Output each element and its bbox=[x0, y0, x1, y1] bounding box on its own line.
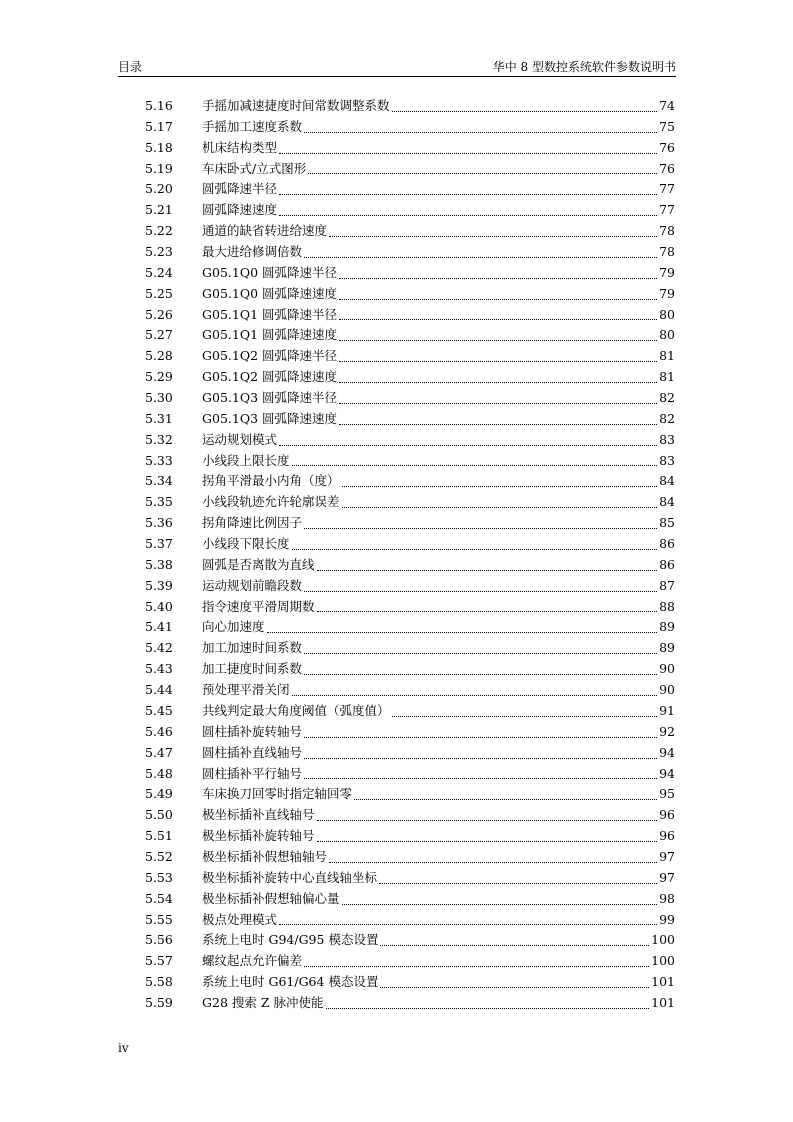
toc-dot-leader bbox=[354, 784, 657, 800]
toc-dot-leader bbox=[326, 993, 650, 1009]
toc-entry[interactable] bbox=[145, 764, 675, 785]
toc-entry[interactable] bbox=[145, 200, 675, 221]
toc-entry-page: 82 bbox=[659, 410, 675, 426]
toc-entry-number: 5.36 bbox=[145, 515, 173, 531]
toc-entry-number: 5.28 bbox=[145, 348, 173, 364]
toc-entry-title: 机床结构类型 bbox=[202, 139, 278, 155]
toc-dot-leader bbox=[292, 534, 658, 550]
toc-entry-title: 车床换刀回零时指定轴回零 bbox=[202, 786, 353, 802]
toc-entry-title: G05.1Q1 圆弧降速速度 bbox=[202, 327, 337, 343]
header-section-label: 目录 bbox=[118, 60, 143, 74]
toc-entry[interactable] bbox=[145, 555, 675, 576]
toc-entry[interactable] bbox=[145, 159, 675, 180]
toc-entry-body bbox=[202, 722, 675, 743]
toc-entry[interactable] bbox=[145, 889, 675, 910]
toc-entry-number: 5.43 bbox=[145, 661, 173, 677]
toc-entry-title: 系统上电时 G94/G95 模态设置 bbox=[202, 932, 379, 948]
toc-entry-body bbox=[202, 388, 675, 409]
toc-entry-body bbox=[202, 451, 675, 472]
toc-entry[interactable] bbox=[145, 597, 675, 618]
toc-entry-body bbox=[202, 200, 675, 221]
toc-entry[interactable] bbox=[145, 179, 675, 200]
toc-entry-page: 78 bbox=[659, 244, 675, 260]
toc-entry-page: 80 bbox=[659, 306, 675, 322]
toc-entry-title: 拐角平滑最小内角（度） bbox=[202, 473, 340, 489]
toc-entry-number: 5.24 bbox=[145, 264, 173, 280]
toc-entry-number: 5.35 bbox=[145, 494, 173, 510]
toc-entry-title: 圆弧降速半径 bbox=[202, 181, 278, 197]
toc-entry[interactable] bbox=[145, 576, 675, 597]
toc-dot-leader bbox=[317, 805, 658, 821]
toc-entry-number: 5.54 bbox=[145, 890, 173, 906]
toc-entry-body bbox=[202, 764, 675, 785]
toc-dot-leader bbox=[317, 597, 658, 613]
toc-dot-leader bbox=[329, 221, 657, 237]
toc-entry[interactable] bbox=[145, 221, 675, 242]
toc-entry-page: 89 bbox=[659, 619, 675, 635]
toc-entry[interactable] bbox=[145, 138, 675, 159]
toc-entry-page: 100 bbox=[651, 953, 675, 969]
toc-entry-title: 圆柱插补平行轴号 bbox=[202, 765, 303, 781]
toc-entry-page: 74 bbox=[659, 98, 675, 113]
toc-dot-leader bbox=[304, 743, 657, 759]
toc-entry[interactable] bbox=[145, 972, 675, 993]
toc-entry-body bbox=[202, 179, 675, 200]
toc-entry-body bbox=[202, 346, 675, 367]
toc-entry-body bbox=[202, 993, 675, 1014]
toc-entry-number: 5.26 bbox=[145, 306, 173, 322]
toc-entry-page: 101 bbox=[651, 974, 675, 990]
toc-entry-page: 77 bbox=[659, 202, 675, 218]
toc-entry-body bbox=[202, 972, 675, 993]
toc-entry[interactable] bbox=[145, 868, 675, 889]
toc-dot-leader bbox=[304, 117, 657, 133]
toc-entry-number: 5.46 bbox=[145, 723, 173, 739]
toc-entry-title: 小线段上限长度 bbox=[202, 452, 290, 468]
toc-entry-title: 极坐标插补旋转轴号 bbox=[202, 828, 315, 844]
toc-entry-page: 88 bbox=[659, 598, 675, 614]
toc-entry-title: 系统上电时 G61/G64 模态设置 bbox=[202, 974, 379, 990]
toc-entry-number: 5.21 bbox=[145, 202, 173, 218]
toc-entry-page: 91 bbox=[659, 702, 675, 718]
toc-entry-title: 运动规划模式 bbox=[202, 431, 278, 447]
toc-dot-leader bbox=[380, 972, 649, 988]
toc-entry-title: 小线段下限长度 bbox=[202, 536, 290, 552]
toc-dot-leader bbox=[279, 430, 657, 446]
toc-entry-page: 76 bbox=[659, 139, 675, 155]
toc-entry-title: 运动规划前瞻段数 bbox=[202, 577, 303, 593]
toc-entry-title: 圆柱插补旋转轴号 bbox=[202, 723, 303, 739]
toc-entry-page: 101 bbox=[651, 994, 675, 1010]
toc-entry-body bbox=[202, 409, 675, 430]
toc-entry-title: 手摇加减速捷度时间常数调整系数 bbox=[202, 98, 390, 113]
page-number: iv bbox=[118, 1041, 129, 1055]
toc-entry-body bbox=[202, 659, 675, 680]
toc-entry-body bbox=[202, 513, 675, 534]
toc-entry-number: 5.29 bbox=[145, 369, 173, 385]
toc-entry-number: 5.20 bbox=[145, 181, 173, 197]
page-header bbox=[118, 56, 676, 77]
toc-entry-title: 拐角降速比例因子 bbox=[202, 515, 303, 531]
toc-entry-body bbox=[202, 930, 675, 951]
toc-entry[interactable] bbox=[145, 492, 675, 513]
toc-dot-leader bbox=[304, 638, 657, 654]
toc-entry[interactable] bbox=[145, 96, 675, 117]
toc-entry[interactable] bbox=[145, 471, 675, 492]
toc-entry-body bbox=[202, 576, 675, 597]
toc-entry-body bbox=[202, 805, 675, 826]
toc-entry-number: 5.30 bbox=[145, 390, 173, 406]
toc-dot-leader bbox=[339, 346, 657, 362]
toc-entry-number: 5.40 bbox=[145, 598, 173, 614]
toc-entry-page: 94 bbox=[659, 765, 675, 781]
toc-entry-number: 5.52 bbox=[145, 848, 173, 864]
toc-entry-page: 97 bbox=[659, 869, 675, 885]
toc-entry-page: 75 bbox=[659, 118, 675, 134]
toc-entry-page: 85 bbox=[659, 515, 675, 531]
toc-dot-leader bbox=[317, 826, 658, 842]
toc-entry-page: 79 bbox=[659, 264, 675, 280]
toc-entry-body bbox=[202, 263, 675, 284]
toc-entry-title: G05.1Q2 圆弧降速速度 bbox=[202, 369, 337, 385]
toc-entry-page: 100 bbox=[651, 932, 675, 948]
toc-dot-leader bbox=[292, 451, 658, 467]
toc-entry-title: 共线判定最大角度阈值（弧度值） bbox=[202, 702, 390, 718]
toc-dot-leader bbox=[304, 659, 657, 675]
toc-entry[interactable] bbox=[145, 284, 675, 305]
toc-entry-number: 5.31 bbox=[145, 410, 173, 426]
toc-entry-body bbox=[202, 597, 675, 618]
toc-entry-page: 92 bbox=[659, 723, 675, 739]
toc-entry-body bbox=[202, 138, 675, 159]
toc-entry-title: 通道的缺省转进给速度 bbox=[202, 223, 328, 239]
toc-dot-leader bbox=[304, 576, 657, 592]
toc-entry-page: 84 bbox=[659, 473, 675, 489]
toc-entry-body bbox=[202, 221, 675, 242]
toc-entry-number: 5.48 bbox=[145, 765, 173, 781]
toc-entry-title: 极坐标插补旋转中心直线轴坐标 bbox=[202, 869, 378, 885]
toc-entry-page: 94 bbox=[659, 744, 675, 760]
toc-entry-title: 圆弧是否离散为直线 bbox=[202, 556, 315, 572]
toc-entry-body bbox=[202, 471, 675, 492]
toc-entry[interactable] bbox=[145, 784, 675, 805]
toc-entry-number: 5.23 bbox=[145, 244, 173, 260]
toc-entry-page: 76 bbox=[659, 160, 675, 176]
toc-entry-page: 86 bbox=[659, 536, 675, 552]
toc-entry-number: 5.47 bbox=[145, 744, 173, 760]
toc-entry-body bbox=[202, 868, 675, 889]
toc-entry-body bbox=[202, 430, 675, 451]
toc-entry[interactable] bbox=[145, 430, 675, 451]
toc-entry-number: 5.49 bbox=[145, 786, 173, 802]
toc-entry-page: 81 bbox=[659, 369, 675, 385]
toc-dot-leader bbox=[339, 305, 657, 321]
toc-entry-page: 96 bbox=[659, 807, 675, 823]
toc-entry-page: 87 bbox=[659, 577, 675, 593]
toc-entry-body bbox=[202, 242, 675, 263]
toc-entry-body bbox=[202, 784, 675, 805]
toc-entry-body bbox=[202, 555, 675, 576]
toc-dot-leader bbox=[304, 951, 649, 967]
toc-entry-body bbox=[202, 701, 675, 722]
toc-entry-number: 5.53 bbox=[145, 869, 173, 885]
toc-dot-leader bbox=[317, 555, 658, 571]
toc-entry-title: 车床卧式/立式图形 bbox=[202, 160, 307, 176]
toc-entry-number: 5.25 bbox=[145, 285, 173, 301]
toc-entry-page: 99 bbox=[659, 911, 675, 927]
header-document-title: 华中 8 型数控系统软件参数说明书 bbox=[492, 60, 676, 74]
toc-dot-leader bbox=[279, 200, 657, 216]
toc-entry[interactable] bbox=[145, 680, 675, 701]
toc-dot-leader bbox=[380, 930, 649, 946]
toc-entry-title: G05.1Q3 圆弧降速速度 bbox=[202, 410, 337, 426]
toc-entry-title: 加工捷度时间系数 bbox=[202, 661, 303, 677]
toc-entry-body bbox=[202, 492, 675, 513]
toc-entry-body bbox=[202, 284, 675, 305]
toc-entry[interactable] bbox=[145, 701, 675, 722]
toc-dot-leader bbox=[339, 325, 657, 341]
toc-entry-page: 98 bbox=[659, 890, 675, 906]
toc-entry-title: 加工加速时间系数 bbox=[202, 640, 303, 656]
toc-entry[interactable] bbox=[145, 617, 675, 638]
toc-entry-title: 圆柱插补直线轴号 bbox=[202, 744, 303, 760]
toc-entry[interactable] bbox=[145, 242, 675, 263]
toc-entry-number: 5.17 bbox=[145, 118, 173, 134]
toc-entry-page: 95 bbox=[659, 786, 675, 802]
toc-entry[interactable] bbox=[145, 451, 675, 472]
toc-dot-leader bbox=[279, 910, 657, 926]
toc-dot-leader bbox=[304, 513, 657, 529]
toc-entry-number: 5.41 bbox=[145, 619, 173, 635]
toc-entry-page: 97 bbox=[659, 848, 675, 864]
toc-dot-leader bbox=[339, 388, 657, 404]
toc-entry-page: 77 bbox=[659, 181, 675, 197]
toc-entry[interactable] bbox=[145, 367, 675, 388]
toc-entry-page: 86 bbox=[659, 556, 675, 572]
toc-entry[interactable] bbox=[145, 910, 675, 931]
toc-entry[interactable] bbox=[145, 388, 675, 409]
toc-entry-title: G05.1Q0 圆弧降速速度 bbox=[202, 285, 337, 301]
toc-entry-page: 80 bbox=[659, 327, 675, 343]
toc-dot-leader bbox=[304, 764, 657, 780]
toc-dot-leader bbox=[279, 138, 657, 154]
toc-entry-page: 84 bbox=[659, 494, 675, 510]
toc-entry-body bbox=[202, 117, 675, 138]
toc-entry-number: 5.22 bbox=[145, 223, 173, 239]
toc-entry-page: 78 bbox=[659, 223, 675, 239]
toc-entry-title: G05.1Q3 圆弧降速半径 bbox=[202, 390, 337, 406]
toc-entry-page: 81 bbox=[659, 348, 675, 364]
toc-entry-body bbox=[202, 910, 675, 931]
toc-entry-body bbox=[202, 96, 675, 117]
toc-entry[interactable] bbox=[145, 534, 675, 555]
toc-entry-number: 5.19 bbox=[145, 160, 173, 176]
toc-entry-number: 5.27 bbox=[145, 327, 173, 343]
toc-entry-number: 5.51 bbox=[145, 828, 173, 844]
toc-entry[interactable] bbox=[145, 638, 675, 659]
toc-entry-number: 5.33 bbox=[145, 452, 173, 468]
toc-entry-title: 向心加速度 bbox=[202, 619, 265, 635]
toc-entry-page: 89 bbox=[659, 640, 675, 656]
toc-entry-body bbox=[202, 951, 675, 972]
toc-entry-number: 5.38 bbox=[145, 556, 173, 572]
toc-dot-leader bbox=[304, 242, 657, 258]
toc-dot-leader bbox=[342, 889, 658, 905]
toc-entry-number: 5.57 bbox=[145, 953, 173, 969]
toc-entry-title: G05.1Q0 圆弧降速半径 bbox=[202, 264, 337, 280]
toc-entry[interactable] bbox=[145, 513, 675, 534]
toc-entry[interactable] bbox=[145, 951, 675, 972]
toc-entry-number: 5.37 bbox=[145, 536, 173, 552]
toc-entry-body bbox=[202, 325, 675, 346]
toc-entry-number: 5.50 bbox=[145, 807, 173, 823]
toc-entry[interactable] bbox=[145, 346, 675, 367]
toc-entry-page: 79 bbox=[659, 285, 675, 301]
toc-entry-number: 5.39 bbox=[145, 577, 173, 593]
toc-entry-number: 5.32 bbox=[145, 431, 173, 447]
toc-dot-leader bbox=[392, 701, 658, 717]
toc-entry-body bbox=[202, 826, 675, 847]
toc-entry-title: 最大进给修调倍数 bbox=[202, 244, 303, 260]
toc-entry[interactable] bbox=[145, 930, 675, 951]
toc-entry-title: 指令速度平滑周期数 bbox=[202, 598, 315, 614]
toc-entry-page: 82 bbox=[659, 390, 675, 406]
toc-entry-title: 螺纹起点允许偏差 bbox=[202, 953, 303, 969]
toc-dot-leader bbox=[339, 263, 657, 279]
toc-entry[interactable] bbox=[145, 409, 675, 430]
toc-entry-body bbox=[202, 638, 675, 659]
toc-entry-body bbox=[202, 617, 675, 638]
toc-entry[interactable] bbox=[145, 117, 675, 138]
toc-entry-page: 96 bbox=[659, 828, 675, 844]
toc-entry[interactable] bbox=[145, 847, 675, 868]
toc-entry-number: 5.56 bbox=[145, 932, 173, 948]
table-of-contents bbox=[145, 96, 675, 1014]
toc-entry-body bbox=[202, 534, 675, 555]
toc-entry-body bbox=[202, 367, 675, 388]
toc-entry-body bbox=[202, 159, 675, 180]
toc-entry-page: 90 bbox=[659, 682, 675, 698]
toc-dot-leader bbox=[339, 284, 657, 300]
toc-entry[interactable] bbox=[145, 659, 675, 680]
toc-entry[interactable] bbox=[145, 263, 675, 284]
toc-entry-number: 5.55 bbox=[145, 911, 173, 927]
toc-dot-leader bbox=[329, 847, 657, 863]
toc-entry-body bbox=[202, 680, 675, 701]
toc-entry[interactable] bbox=[145, 722, 675, 743]
toc-entry-body bbox=[202, 743, 675, 764]
toc-entry-body bbox=[202, 847, 675, 868]
toc-entry-number: 5.59 bbox=[145, 994, 173, 1010]
toc-entry-title: 极点处理模式 bbox=[202, 911, 278, 927]
toc-entry-title: 圆弧降速速度 bbox=[202, 202, 278, 218]
toc-entry-page: 90 bbox=[659, 661, 675, 677]
toc-entry[interactable] bbox=[145, 805, 675, 826]
toc-dot-leader bbox=[379, 868, 657, 884]
toc-entry-number: 5.16 bbox=[145, 98, 173, 113]
toc-dot-leader bbox=[339, 409, 657, 425]
toc-dot-leader bbox=[308, 159, 657, 175]
toc-entry-title: G28 搜索 Z 脉冲使能 bbox=[202, 994, 324, 1010]
toc-entry-title: 预处理平滑关闭 bbox=[202, 682, 290, 698]
toc-entry[interactable] bbox=[145, 993, 675, 1014]
toc-dot-leader bbox=[304, 722, 657, 738]
toc-entry-number: 5.44 bbox=[145, 682, 173, 698]
toc-entry-title: 手摇加工速度系数 bbox=[202, 118, 303, 134]
toc-entry-page: 83 bbox=[659, 431, 675, 447]
toc-entry-number: 5.42 bbox=[145, 640, 173, 656]
toc-dot-leader bbox=[292, 680, 658, 696]
toc-entry-page: 83 bbox=[659, 452, 675, 468]
toc-dot-leader bbox=[342, 471, 658, 487]
toc-entry[interactable] bbox=[145, 325, 675, 346]
toc-entry-number: 5.34 bbox=[145, 473, 173, 489]
toc-dot-leader bbox=[339, 367, 657, 383]
toc-entry-title: G05.1Q1 圆弧降速半径 bbox=[202, 306, 337, 322]
toc-dot-leader bbox=[342, 492, 658, 508]
toc-entry[interactable] bbox=[145, 305, 675, 326]
toc-entry-title: G05.1Q2 圆弧降速半径 bbox=[202, 348, 337, 364]
toc-entry-title: 极坐标插补假想轴偏心量 bbox=[202, 890, 340, 906]
toc-dot-leader bbox=[279, 179, 657, 195]
toc-entry-title: 小线段轨迹允许轮廓误差 bbox=[202, 494, 340, 510]
toc-entry[interactable] bbox=[145, 743, 675, 764]
toc-entry-number: 5.45 bbox=[145, 702, 173, 718]
toc-entry-number: 5.58 bbox=[145, 974, 173, 990]
toc-entry[interactable] bbox=[145, 826, 675, 847]
toc-entry-title: 极坐标插补假想轴轴号 bbox=[202, 848, 328, 864]
toc-dot-leader bbox=[267, 617, 658, 633]
toc-dot-leader bbox=[392, 96, 658, 112]
toc-entry-number: 5.18 bbox=[145, 139, 173, 155]
toc-entry-title: 极坐标插补直线轴号 bbox=[202, 807, 315, 823]
toc-entry-body bbox=[202, 889, 675, 910]
toc-entry-body bbox=[202, 305, 675, 326]
